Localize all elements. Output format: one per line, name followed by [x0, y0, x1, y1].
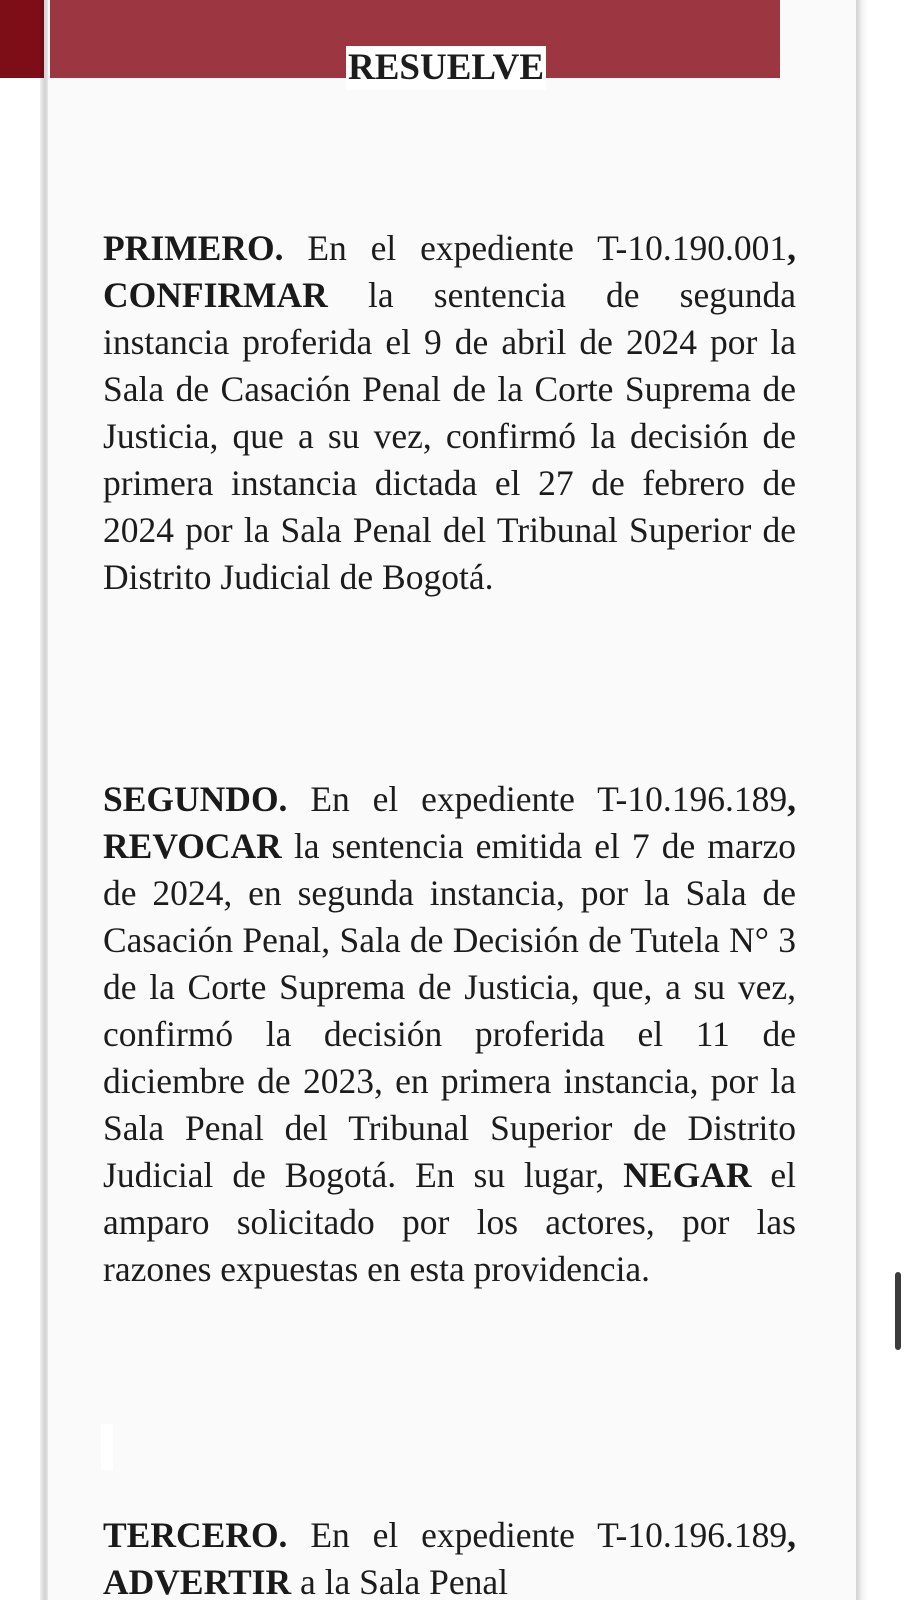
- action-revocar: , REVOCAR: [103, 779, 796, 866]
- text-highlight-fragment: [101, 1424, 113, 1470]
- ordinal-segundo: SEGUNDO.: [103, 779, 288, 819]
- paragraph-text: el amparo solicitado por los actores, por las razones expuestas en esta providencia.: [103, 1155, 796, 1289]
- resolution-paragraph-tercero: [103, 1512, 796, 1600]
- ordinal-tercero: TERCERO.: [103, 1515, 288, 1555]
- paragraph-text: la sentencia emitida el 7 de marzo de 2024, en segunda instancia, por la Sala de Casación Penal, Sala de Decisión de Tutela N° 3 de la Corte Suprema de Justicia, que, a su vez, confirmó la decisión proferida el 11 de diciembre de 2023, en primera instancia, por la Sala Penal del Tribunal Superior de Distrito Judicial de Bogotá. En su lugar,: [103, 826, 796, 1195]
- left-accent-strip: [0, 0, 44, 78]
- paragraph-text: En el expediente T-10.196.189: [287, 1515, 788, 1555]
- resolution-paragraph-primero: [103, 225, 796, 601]
- paragraph-text: a la Sala Penal: [291, 1562, 508, 1600]
- action-confirmar: , CONFIRMAR: [103, 228, 796, 315]
- resolution-paragraph-segundo: [103, 776, 796, 1293]
- scrollbar-thumb[interactable]: [895, 1272, 901, 1350]
- ordinal-primero: PRIMERO.: [103, 228, 284, 268]
- section-heading: RESUELVE: [348, 47, 545, 88]
- paragraph-text: En el expediente T-10.196.189: [287, 779, 788, 819]
- paragraph-text: la sentencia de segunda instancia proferida el 9 de abril de 2024 por la Sala de Casación Penal de la Corte Suprema de Justicia, que a su vez, confirmó la decisión de primera instancia dictada el 27 de febrero de 2024 por la Sala Penal del Tribunal Superior de Distrito Judicial de Bogotá.: [103, 275, 796, 597]
- action-advertir: , ADVERTIR: [103, 1515, 796, 1600]
- paragraph-text: En el expediente T-10.190.001: [283, 228, 788, 268]
- action-negar: NEGAR: [623, 1155, 752, 1195]
- page-right-edge: [856, 0, 868, 1600]
